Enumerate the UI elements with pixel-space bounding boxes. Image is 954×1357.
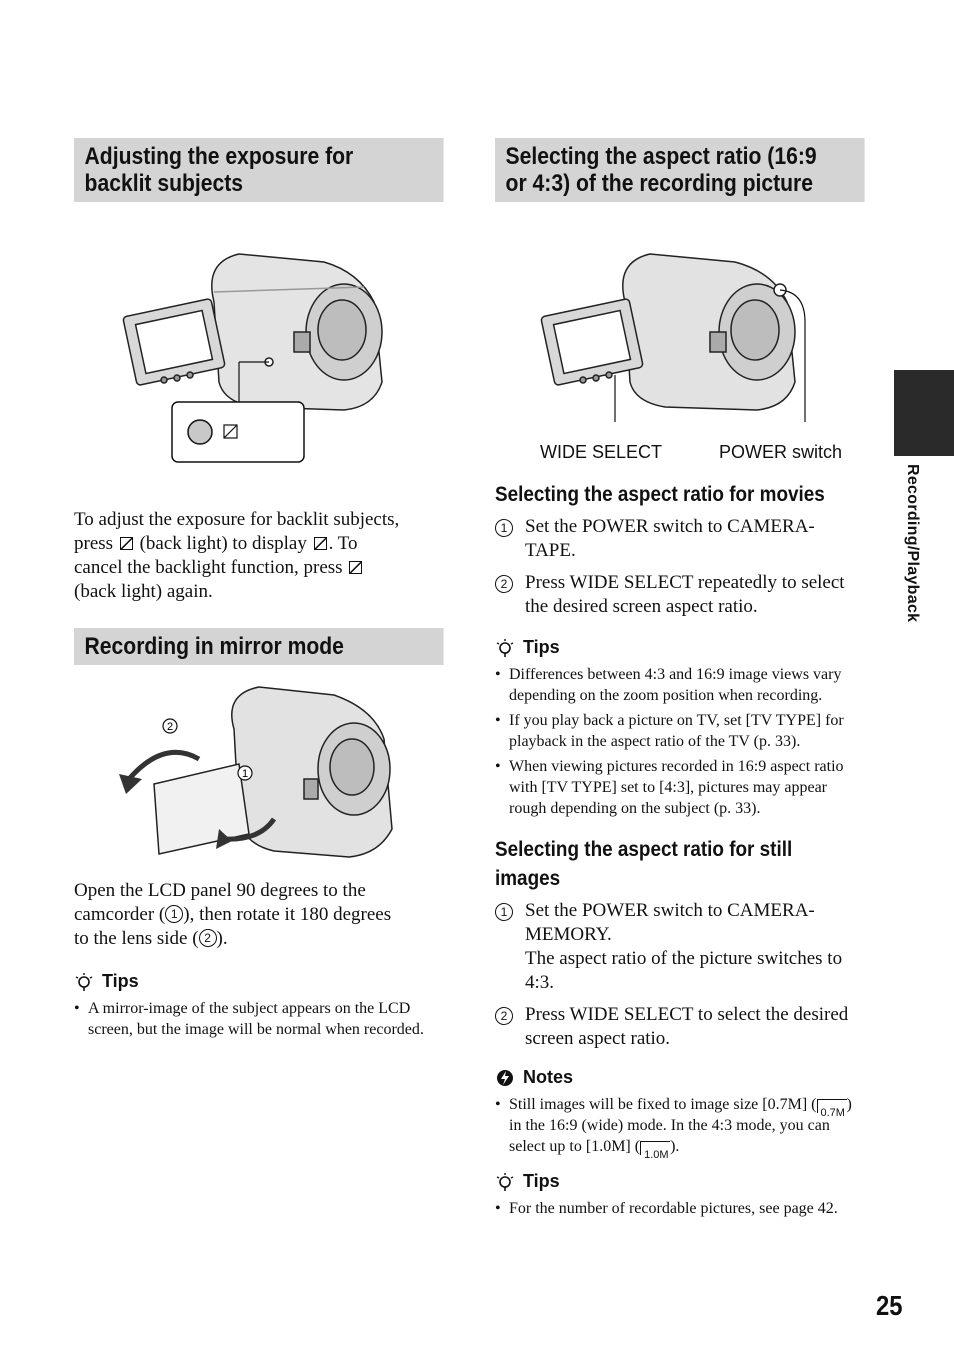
tips-heading: Tips xyxy=(495,637,865,658)
page-number: 25 xyxy=(876,1290,903,1321)
camcorder-aspect-figure xyxy=(495,232,865,472)
section-heading-aspect: Selecting the aspect ratio (16:9 or 4:3) of the recording picture xyxy=(495,138,865,202)
camcorder-mirror-figure xyxy=(74,669,444,869)
list-item: • A mirror-image of the subject appears on the LCD screen, but the image will be normal when recorded. xyxy=(74,998,444,1040)
figure-label-2: 2 xyxy=(166,721,174,733)
list-item: • For the number of recordable pictures, see page 42. xyxy=(495,1198,865,1219)
subheading-still: Selecting the aspect ratio for still images xyxy=(495,838,793,890)
section-heading-exposure: Adjusting the exposure for backlit subjects xyxy=(74,138,444,202)
tips-list xyxy=(495,664,865,819)
figure-labels xyxy=(495,442,865,464)
step-item: 1 Set the POWER switch to CAMERA-MEMORY. The aspect ratio of the picture switches to 4:3. xyxy=(495,899,865,995)
backlight-icon xyxy=(349,561,362,574)
image-size-icon: 1.0M xyxy=(640,1140,670,1156)
figure-label-1: 1 xyxy=(241,768,249,780)
notes-list xyxy=(495,1094,865,1161)
notes-heading: Notes xyxy=(495,1067,865,1088)
step-item: 2 Press WIDE SELECT to select the desired screen aspect ratio. xyxy=(495,1003,865,1051)
backlight-icon xyxy=(314,537,327,550)
exposure-text: To adjust the exposure for backlit subjects, press (back light) to display . To cancel the backlight function, press (back light) again. xyxy=(74,509,400,602)
lightbulb-icon xyxy=(495,1172,515,1192)
notes-icon xyxy=(495,1068,515,1088)
step-item: 1 Set the POWER switch to CAMERA-TAPE. xyxy=(495,515,865,563)
right-column xyxy=(495,138,865,1223)
section-heading-mirror: Recording in mirror mode xyxy=(74,628,444,665)
left-column xyxy=(74,138,444,1044)
backlight-icon xyxy=(120,537,133,550)
lightbulb-icon xyxy=(495,638,515,658)
power-switch-label: POWER switch xyxy=(719,442,843,462)
subheading-movies: Selecting the aspect ratio for movies xyxy=(495,483,825,506)
tips-list xyxy=(74,998,444,1040)
mirror-text: Open the LCD panel 90 degrees to the camcorder ( 1 ), then rotate it 180 degrees to the lens side ( 2 ). xyxy=(74,880,392,949)
list-item: • Differences between 4:3 and 16:9 image views vary depending on the zoom position when recording. xyxy=(495,664,865,706)
movies-steps xyxy=(495,515,865,619)
side-tab-label: Recording/Playback xyxy=(904,464,921,623)
lightbulb-icon xyxy=(74,972,94,992)
image-size-icon: 0.7M xyxy=(817,1098,847,1114)
side-tab xyxy=(894,370,954,456)
step-item: 2 Press WIDE SELECT repeatedly to select the desired screen aspect ratio. xyxy=(495,571,865,619)
tips-heading: Tips xyxy=(74,971,444,992)
list-item: • If you play back a picture on TV, set [TV TYPE] for playback in the aspect ratio of the TV (p. 33). xyxy=(495,710,865,752)
list-item: • When viewing pictures recorded in 16:9 aspect ratio with [TV TYPE] set to [4:3], pictures may appear rough depending on the subject (p. 33). xyxy=(495,756,865,819)
wide-select-label: WIDE SELECT xyxy=(540,442,663,462)
still-steps xyxy=(495,899,865,1051)
list-item: • Still images will be fixed to image size [0.7M] ( 0.7M ) in the 16:9 (wide) mode. In the 4:3 mode, you can select up to [1.0M] ( 1.0M ). xyxy=(495,1094,865,1157)
tips-heading: Tips xyxy=(495,1171,865,1192)
camcorder-backlight-figure xyxy=(74,232,444,502)
tips-list xyxy=(495,1198,865,1219)
